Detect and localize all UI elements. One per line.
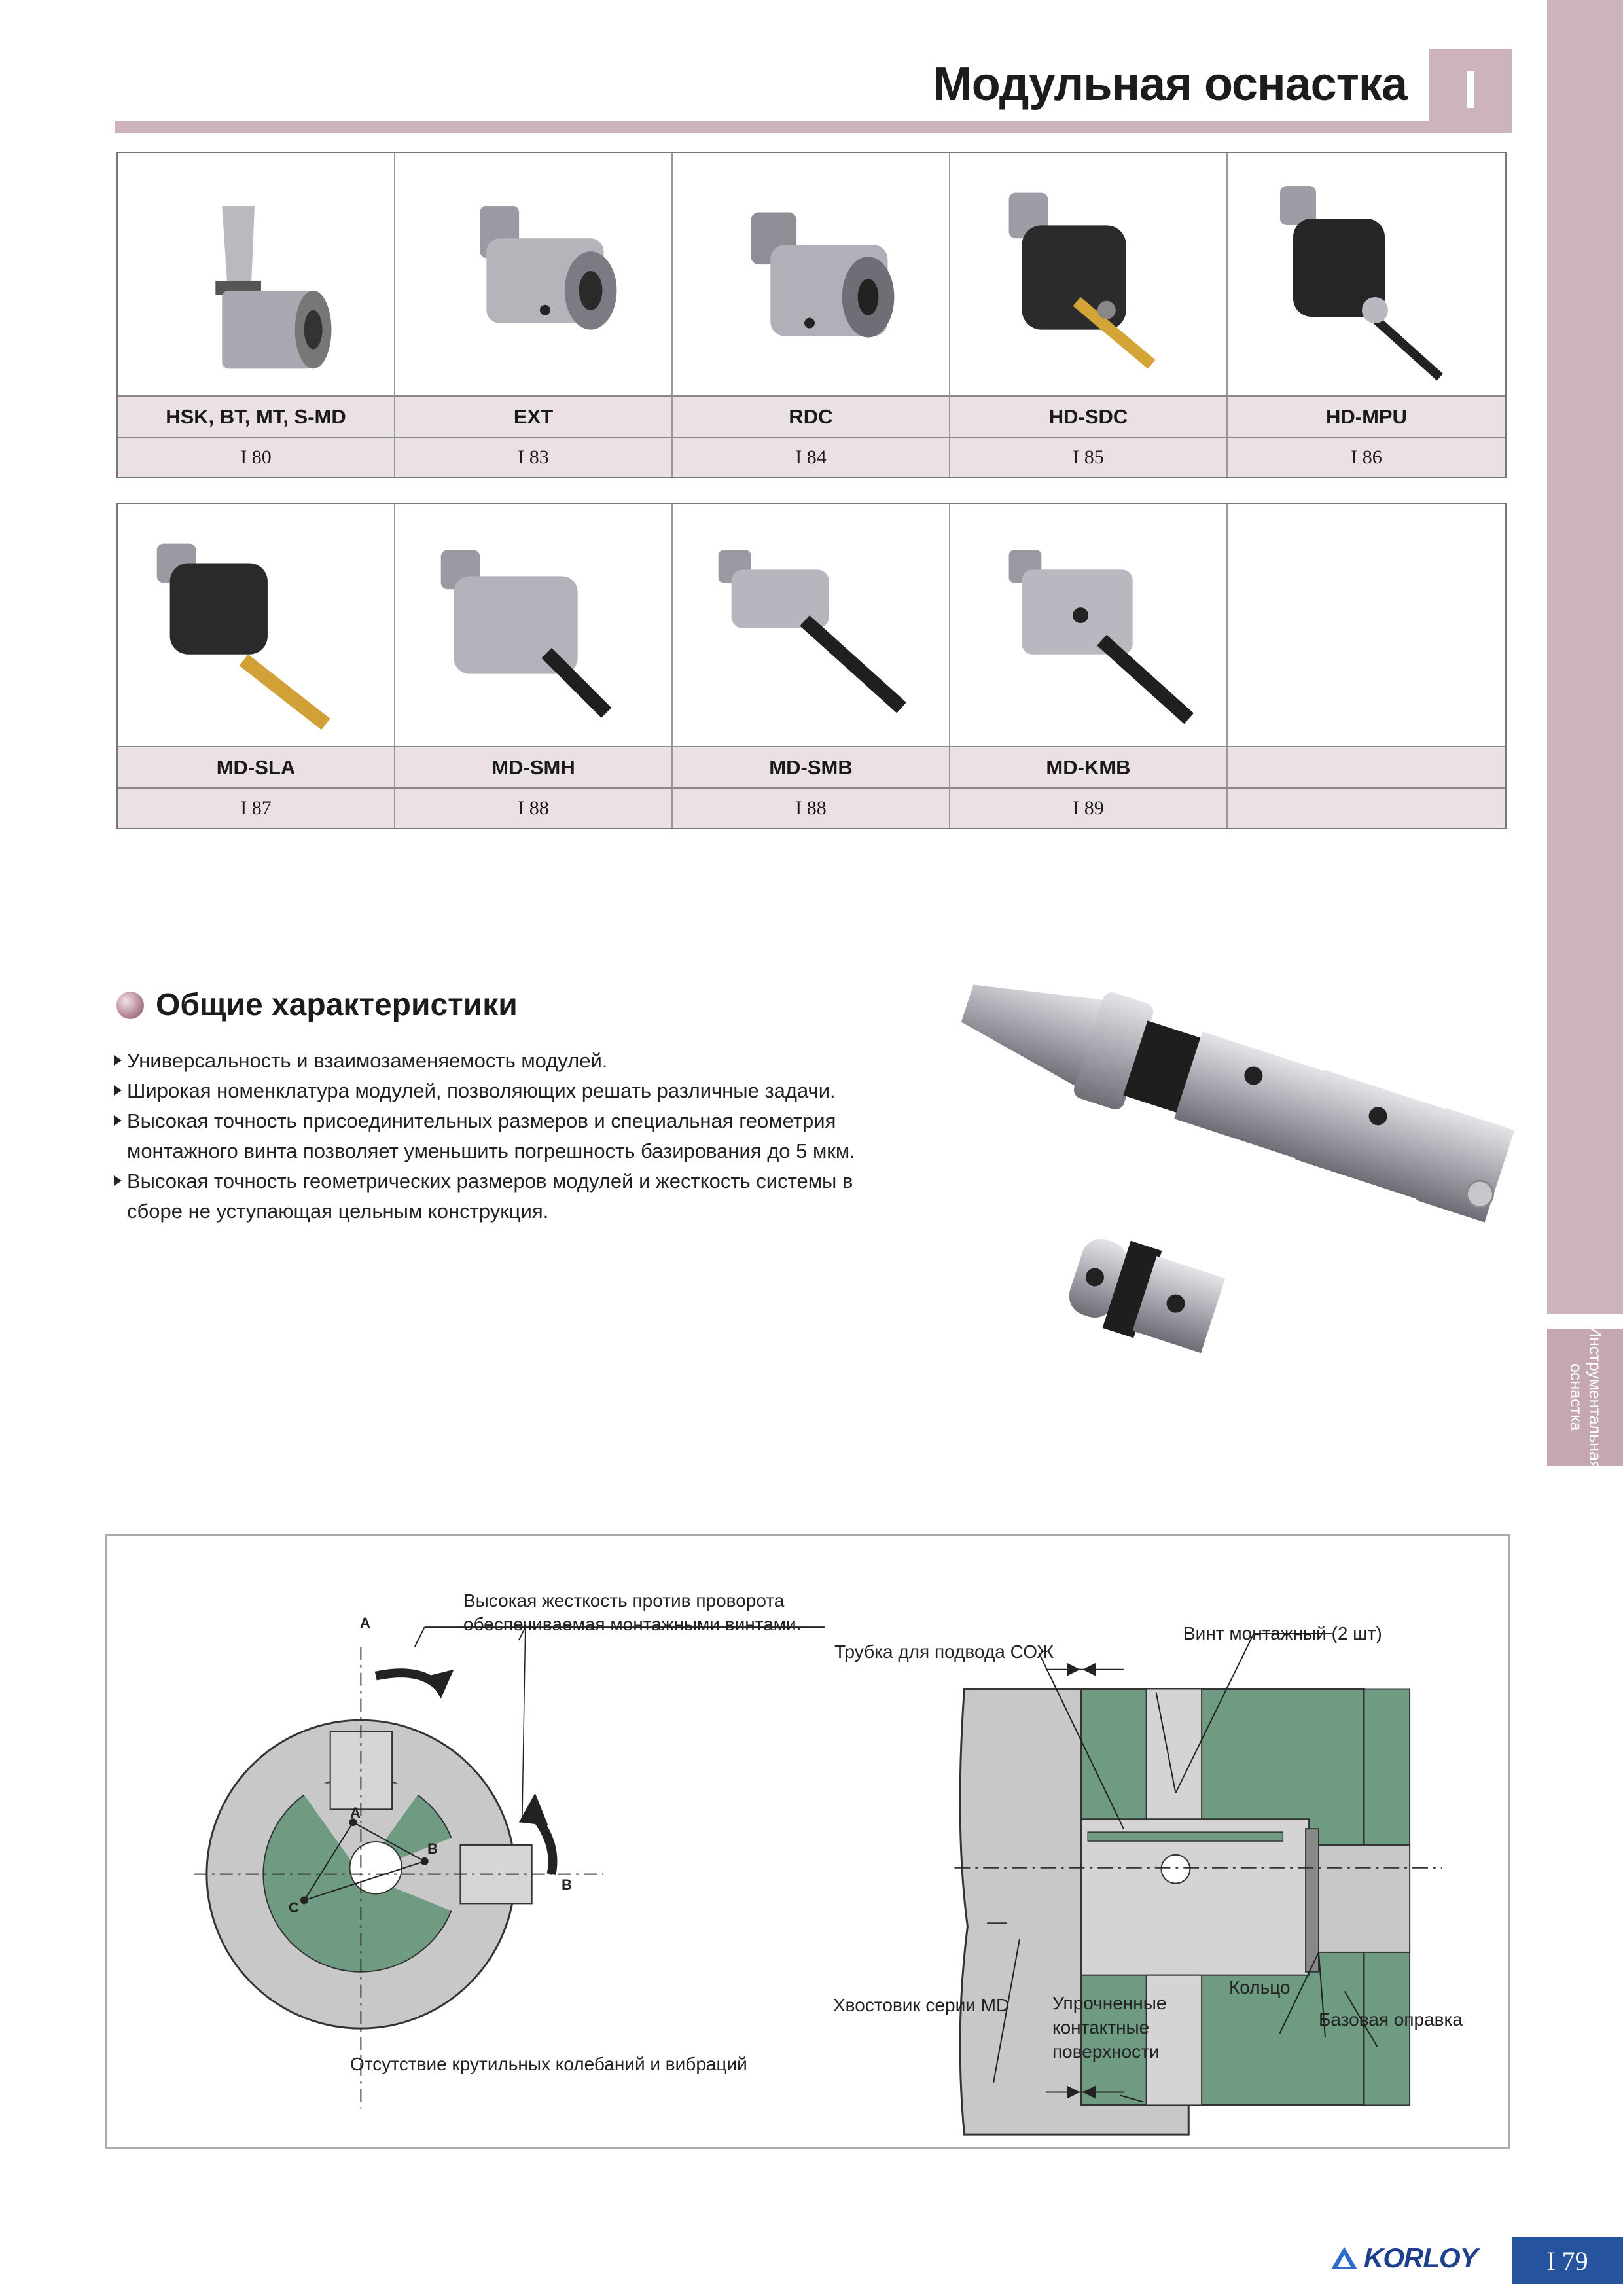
bullet-ball-icon [116, 992, 144, 1019]
ext-module-photo-icon [395, 153, 671, 395]
catalog-item-name[interactable]: EXT [395, 395, 673, 437]
brand-logo[interactable] [1329, 2242, 1478, 2274]
catalog-image-cell[interactable] [395, 153, 673, 395]
feature-item: Высокая точность присоединительных размеров и специальная геометрия монтажного винта позволяет уменьшить погрешность базирования до 5 мкм. [111, 1106, 883, 1166]
callout-md-shank: Хвостовик серии MD [833, 1995, 1010, 2015]
features-list [111, 1046, 883, 1227]
catalog-image-cell[interactable] [950, 504, 1228, 746]
hd-mpu-drill-photo-icon [1228, 153, 1505, 395]
side-accent-band [1547, 0, 1623, 1314]
callout-stiffness-line2: обеспечиваемая монтажными винтами. [463, 1614, 802, 1634]
catalog-item-name[interactable]: HSK, BT, MT, S-MD [118, 395, 395, 437]
catalog-item-name[interactable]: HD-SDC [950, 395, 1228, 437]
catalog-item-name[interactable]: MD-SMB [673, 746, 950, 787]
catalog-image-cell[interactable] [950, 153, 1228, 395]
catalog-page-ref[interactable]: I 85 [950, 437, 1228, 477]
callout-base-arbor: Базовая оправка [1319, 2009, 1463, 2030]
technical-diagram [105, 1534, 1510, 2149]
catalog-page-ref[interactable]: I 83 [395, 437, 673, 477]
catalog-image-cell[interactable] [1228, 153, 1505, 395]
catalog-page-ref[interactable]: I 80 [118, 437, 395, 477]
catalog-item-name[interactable]: MD-SLA [118, 746, 395, 787]
point-label-a: A [350, 1804, 361, 1821]
korloy-logo-icon [1329, 2244, 1360, 2272]
feature-item: Широкая номенклатура модулей, позволяющих решать различные задачи. [111, 1076, 883, 1106]
features-heading [116, 987, 518, 1023]
point-label-c: C [289, 1899, 299, 1916]
callout-hardened-line2: контактные [1052, 2017, 1150, 2037]
catalog-image-cell[interactable] [118, 504, 395, 746]
point-label-b: B [427, 1840, 438, 1857]
catalog-page-ref [1228, 787, 1505, 828]
catalog-item-name[interactable]: HD-MPU [1228, 395, 1505, 437]
section-marker: I [1429, 49, 1512, 131]
callout-hardened-line3: поверхности [1052, 2041, 1160, 2062]
catalog-page-ref[interactable]: I 84 [673, 437, 950, 477]
brand-name: KORLOY [1364, 2242, 1478, 2273]
md-sla-photo-icon [118, 504, 394, 746]
callout-coolant-tube: Трубка для подвода СОЖ [834, 1641, 1054, 1662]
md-kmb-photo-icon [950, 504, 1226, 746]
page-number: I 79 [1512, 2237, 1623, 2284]
axis-label-a: A [360, 1615, 370, 1631]
catalog-page-ref[interactable]: I 88 [673, 787, 950, 828]
catalog-table-1 [116, 152, 1507, 478]
catalog-item-name[interactable]: MD-SMH [395, 746, 673, 787]
callout-mount-screw: Винт монтажный (2 шт) [1183, 1623, 1382, 1643]
catalog-table-2 [116, 503, 1507, 829]
catalog-page-ref[interactable]: I 87 [118, 787, 395, 828]
callout-stiffness-line1: Высокая жесткость против проворота [463, 1590, 785, 1611]
catalog-image-cell[interactable] [673, 504, 950, 746]
header-rule [115, 121, 1512, 133]
catalog-page-ref[interactable]: I 89 [950, 787, 1228, 828]
page-title: Модульная оснастка [933, 58, 1407, 111]
catalog-item-name[interactable]: RDC [673, 395, 950, 437]
modular-tool-photo [910, 969, 1525, 1388]
md-smh-photo-icon [395, 504, 671, 746]
catalog-image-cell[interactable] [673, 153, 950, 395]
feature-item: Универсальность и взаимозаменяемость модулей. [111, 1046, 883, 1076]
feature-item: Высокая точность геометрических размеров модулей и жесткость системы в сборе не уступающая цельным конструкция. [111, 1166, 883, 1227]
round-cross-section [194, 1627, 825, 2108]
catalog-item-name[interactable]: MD-KMB [950, 746, 1228, 787]
hsk-holder-photo-icon [118, 153, 394, 395]
side-tab-label-wrap [1547, 1325, 1623, 1470]
hd-sdc-drill-photo-icon [950, 153, 1226, 395]
callout-hardened-line1: Упрочненные [1052, 1993, 1167, 2013]
features-title: Общие характеристики [156, 988, 518, 1022]
catalog-item-name [1228, 746, 1505, 787]
catalog-image-cell[interactable] [395, 504, 673, 746]
catalog-page-ref[interactable]: I 86 [1228, 437, 1505, 477]
catalog-page-ref[interactable]: I 88 [395, 787, 673, 828]
catalog-image-cell[interactable] [118, 153, 395, 395]
axis-label-b: B [562, 1876, 572, 1893]
longitudinal-section [955, 1634, 1442, 2134]
caption-no-vibration: Отсутствие крутильных колебаний и вибраций [350, 2054, 747, 2074]
md-smb-photo-icon [673, 504, 949, 746]
catalog-empty-cell [1228, 504, 1505, 746]
side-tab-label: Инструментальная оснастка [1567, 1325, 1604, 1470]
callout-ring: Кольцо [1229, 1977, 1291, 1998]
rdc-module-photo-icon [673, 153, 949, 395]
